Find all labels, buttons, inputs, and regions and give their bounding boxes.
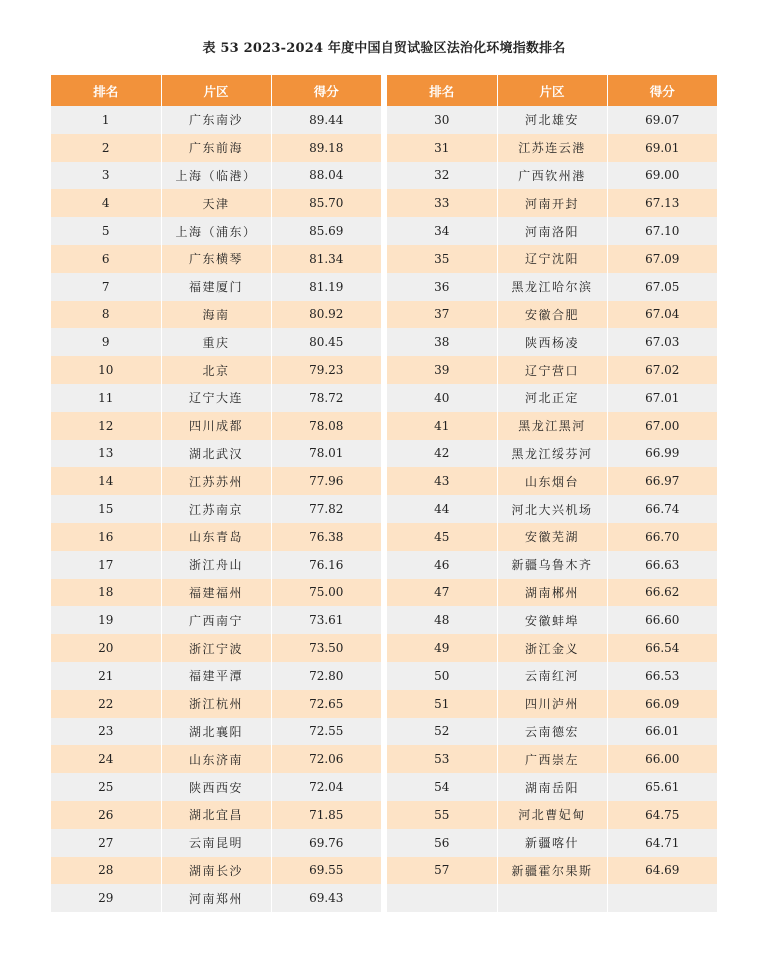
score-cell: 71.85 [271, 801, 381, 829]
score-cell: 85.69 [271, 217, 381, 245]
rank-cell: 34 [387, 217, 497, 245]
score-cell: 69.00 [607, 162, 717, 190]
table-row [387, 523, 717, 551]
table-row [387, 412, 717, 440]
table-row [51, 745, 381, 773]
zone-cell: 河南郑州 [161, 884, 271, 912]
score-cell: 67.04 [607, 301, 717, 329]
table-row [387, 829, 717, 857]
table-row [51, 690, 381, 718]
zone-cell: 河北曹妃甸 [497, 801, 607, 829]
rank-cell: 51 [387, 690, 497, 718]
table-row [51, 884, 381, 912]
table-row [387, 495, 717, 523]
zone-cell: 湖北武汉 [161, 440, 271, 468]
table-row [387, 634, 717, 662]
zone-cell: 河南开封 [497, 189, 607, 217]
zone-cell: 天津 [161, 189, 271, 217]
rank-cell: 26 [51, 801, 161, 829]
zone-cell: 湖北襄阳 [161, 718, 271, 746]
score-cell: 66.62 [607, 579, 717, 607]
table-row [387, 440, 717, 468]
rank-cell: 52 [387, 718, 497, 746]
rank-cell: 36 [387, 273, 497, 301]
table-row [51, 106, 381, 134]
rank-cell: 47 [387, 579, 497, 607]
score-cell: 69.76 [271, 829, 381, 857]
zone-cell: 新疆喀什 [497, 829, 607, 857]
header-score: 得分 [271, 75, 381, 106]
table-row [51, 579, 381, 607]
score-cell: 66.54 [607, 634, 717, 662]
score-cell: 67.09 [607, 245, 717, 273]
table-row [51, 829, 381, 857]
score-cell: 67.02 [607, 356, 717, 384]
table-row [387, 884, 717, 912]
table-row [51, 467, 381, 495]
score-cell: 69.01 [607, 134, 717, 162]
table-row [51, 245, 381, 273]
score-cell: 66.01 [607, 718, 717, 746]
zone-cell: 四川成都 [161, 412, 271, 440]
zone-cell: 河北正定 [497, 384, 607, 412]
rank-cell: 53 [387, 745, 497, 773]
score-cell: 67.00 [607, 412, 717, 440]
zone-cell: 福建福州 [161, 579, 271, 607]
zone-cell: 浙江金义 [497, 634, 607, 662]
header-row [51, 75, 381, 106]
zone-cell: 上海（临港） [161, 162, 271, 190]
table-row [51, 801, 381, 829]
score-cell: 80.92 [271, 301, 381, 329]
table-row [387, 857, 717, 885]
table-row [51, 273, 381, 301]
score-cell: 78.01 [271, 440, 381, 468]
rank-cell: 9 [51, 328, 161, 356]
score-cell: 64.75 [607, 801, 717, 829]
table-row [387, 551, 717, 579]
zone-cell: 山东青岛 [161, 523, 271, 551]
table-row [387, 745, 717, 773]
score-cell: 72.04 [271, 773, 381, 801]
score-cell: 67.01 [607, 384, 717, 412]
zone-cell: 黑龙江绥芬河 [497, 440, 607, 468]
rank-cell: 12 [51, 412, 161, 440]
table-row [51, 606, 381, 634]
rank-cell: 32 [387, 162, 497, 190]
zone-cell: 辽宁大连 [161, 384, 271, 412]
score-cell: 89.18 [271, 134, 381, 162]
zone-cell: 辽宁营口 [497, 356, 607, 384]
rank-cell: 31 [387, 134, 497, 162]
zone-cell: 上海（浦东） [161, 217, 271, 245]
table-row [387, 301, 717, 329]
score-cell: 66.09 [607, 690, 717, 718]
zone-cell: 安徽合肥 [497, 301, 607, 329]
rank-cell: 57 [387, 857, 497, 885]
table-row [51, 134, 381, 162]
rank-cell: 23 [51, 718, 161, 746]
table-row [387, 189, 717, 217]
zone-cell: 云南昆明 [161, 829, 271, 857]
rank-cell: 56 [387, 829, 497, 857]
zone-cell: 江苏连云港 [497, 134, 607, 162]
score-cell: 67.13 [607, 189, 717, 217]
table-row [51, 523, 381, 551]
table-row [387, 606, 717, 634]
zone-cell: 湖南郴州 [497, 579, 607, 607]
table-row [387, 773, 717, 801]
rank-cell: 3 [51, 162, 161, 190]
score-cell: 89.44 [271, 106, 381, 134]
score-cell: 66.60 [607, 606, 717, 634]
rank-cell: 11 [51, 384, 161, 412]
table-row [51, 328, 381, 356]
table-row [387, 718, 717, 746]
header-rank: 排名 [51, 75, 161, 106]
zone-cell: 黑龙江哈尔滨 [497, 273, 607, 301]
rank-cell: 30 [387, 106, 497, 134]
table-row [387, 106, 717, 134]
score-cell: 76.38 [271, 523, 381, 551]
zone-cell: 陕西杨凌 [497, 328, 607, 356]
score-cell: 66.99 [607, 440, 717, 468]
zone-cell [497, 884, 607, 912]
zone-cell: 广西钦州港 [497, 162, 607, 190]
score-cell: 73.50 [271, 634, 381, 662]
header-rank: 排名 [387, 75, 497, 106]
rank-cell: 29 [51, 884, 161, 912]
rank-cell: 39 [387, 356, 497, 384]
table-row [51, 384, 381, 412]
score-cell: 69.43 [271, 884, 381, 912]
rank-cell: 44 [387, 495, 497, 523]
rank-cell: 33 [387, 189, 497, 217]
zone-cell: 新疆霍尔果斯 [497, 857, 607, 885]
score-cell: 66.70 [607, 523, 717, 551]
rank-cell: 24 [51, 745, 161, 773]
header-zone: 片区 [161, 75, 271, 106]
table-row [51, 440, 381, 468]
rank-cell: 17 [51, 551, 161, 579]
rank-cell: 41 [387, 412, 497, 440]
score-cell: 67.03 [607, 328, 717, 356]
score-cell: 64.69 [607, 857, 717, 885]
zone-cell: 山东烟台 [497, 467, 607, 495]
score-cell: 69.55 [271, 857, 381, 885]
zone-cell: 广西南宁 [161, 606, 271, 634]
table-row [387, 467, 717, 495]
zone-cell: 安徽蚌埠 [497, 606, 607, 634]
rank-cell [387, 884, 497, 912]
rank-cell: 25 [51, 773, 161, 801]
table-row [51, 412, 381, 440]
table-row [387, 662, 717, 690]
zone-cell: 浙江杭州 [161, 690, 271, 718]
header-score: 得分 [607, 75, 717, 106]
rank-cell: 50 [387, 662, 497, 690]
zone-cell: 云南德宏 [497, 718, 607, 746]
zone-cell: 福建平潭 [161, 662, 271, 690]
table-row [387, 690, 717, 718]
zone-cell: 江苏南京 [161, 495, 271, 523]
rank-cell: 54 [387, 773, 497, 801]
zone-cell: 黑龙江黑河 [497, 412, 607, 440]
score-cell: 72.80 [271, 662, 381, 690]
score-cell: 65.61 [607, 773, 717, 801]
score-cell: 66.63 [607, 551, 717, 579]
rank-cell: 16 [51, 523, 161, 551]
rank-cell: 8 [51, 301, 161, 329]
table-row [387, 356, 717, 384]
score-cell: 85.70 [271, 189, 381, 217]
zone-cell: 云南红河 [497, 662, 607, 690]
zone-cell: 河北大兴机场 [497, 495, 607, 523]
rank-cell: 22 [51, 690, 161, 718]
zone-cell: 广东前海 [161, 134, 271, 162]
table-row [51, 356, 381, 384]
zone-cell: 山东济南 [161, 745, 271, 773]
rank-cell: 20 [51, 634, 161, 662]
zone-cell: 安徽芜湖 [497, 523, 607, 551]
ranking-table-left [51, 75, 381, 912]
rank-cell: 35 [387, 245, 497, 273]
table-row [387, 328, 717, 356]
table-row [387, 273, 717, 301]
rank-cell: 4 [51, 189, 161, 217]
score-cell: 64.71 [607, 829, 717, 857]
rank-cell: 28 [51, 857, 161, 885]
score-cell: 88.04 [271, 162, 381, 190]
table-row [387, 245, 717, 273]
rank-cell: 19 [51, 606, 161, 634]
score-cell: 72.55 [271, 718, 381, 746]
score-cell: 66.74 [607, 495, 717, 523]
zone-cell: 重庆 [161, 328, 271, 356]
rank-cell: 1 [51, 106, 161, 134]
rank-cell: 21 [51, 662, 161, 690]
table-row [387, 134, 717, 162]
zone-cell: 湖南长沙 [161, 857, 271, 885]
score-cell: 66.97 [607, 467, 717, 495]
table-row [51, 495, 381, 523]
table-row [51, 301, 381, 329]
zone-cell: 新疆乌鲁木齐 [497, 551, 607, 579]
score-cell: 72.06 [271, 745, 381, 773]
table-row [51, 718, 381, 746]
rank-cell: 6 [51, 245, 161, 273]
score-cell: 66.53 [607, 662, 717, 690]
rank-cell: 49 [387, 634, 497, 662]
rank-cell: 45 [387, 523, 497, 551]
zone-cell: 广西崇左 [497, 745, 607, 773]
table-row [51, 189, 381, 217]
header-zone: 片区 [497, 75, 607, 106]
score-cell: 81.19 [271, 273, 381, 301]
rank-cell: 37 [387, 301, 497, 329]
score-cell: 69.07 [607, 106, 717, 134]
zone-cell: 广东横琴 [161, 245, 271, 273]
rank-cell: 46 [387, 551, 497, 579]
score-cell: 75.00 [271, 579, 381, 607]
table-title: 表 53 2023-2024 年度中国自贸试验区法治化环境指数排名 [202, 41, 566, 56]
rank-cell: 14 [51, 467, 161, 495]
rank-cell: 15 [51, 495, 161, 523]
zone-cell: 四川泸州 [497, 690, 607, 718]
rank-cell: 13 [51, 440, 161, 468]
score-cell: 79.23 [271, 356, 381, 384]
table-row [387, 579, 717, 607]
table-row [51, 773, 381, 801]
score-cell: 76.16 [271, 551, 381, 579]
table-row [51, 857, 381, 885]
header-row [387, 75, 717, 106]
rank-cell: 7 [51, 273, 161, 301]
table-row [51, 217, 381, 245]
score-cell: 80.45 [271, 328, 381, 356]
score-cell: 81.34 [271, 245, 381, 273]
zone-cell: 福建厦门 [161, 273, 271, 301]
score-cell: 67.10 [607, 217, 717, 245]
score-cell: 73.61 [271, 606, 381, 634]
table-row [387, 217, 717, 245]
zone-cell: 湖南岳阳 [497, 773, 607, 801]
rank-cell: 38 [387, 328, 497, 356]
zone-cell: 辽宁沈阳 [497, 245, 607, 273]
score-cell: 78.72 [271, 384, 381, 412]
rank-cell: 2 [51, 134, 161, 162]
score-cell: 77.96 [271, 467, 381, 495]
rank-cell: 10 [51, 356, 161, 384]
zone-cell: 江苏苏州 [161, 467, 271, 495]
ranking-table-right [387, 75, 717, 912]
zone-cell: 浙江舟山 [161, 551, 271, 579]
rank-cell: 5 [51, 217, 161, 245]
score-cell: 78.08 [271, 412, 381, 440]
score-cell [607, 884, 717, 912]
zone-cell: 广东南沙 [161, 106, 271, 134]
table-row [51, 162, 381, 190]
table-row [387, 801, 717, 829]
rank-cell: 42 [387, 440, 497, 468]
table-row [51, 634, 381, 662]
rank-cell: 43 [387, 467, 497, 495]
score-cell: 67.05 [607, 273, 717, 301]
zone-cell: 河北雄安 [497, 106, 607, 134]
table-row [387, 162, 717, 190]
zone-cell: 陕西西安 [161, 773, 271, 801]
zone-cell: 河南洛阳 [497, 217, 607, 245]
table-row [51, 551, 381, 579]
zone-cell: 湖北宜昌 [161, 801, 271, 829]
zone-cell: 北京 [161, 356, 271, 384]
rank-cell: 48 [387, 606, 497, 634]
table-row [387, 384, 717, 412]
rank-cell: 40 [387, 384, 497, 412]
score-cell: 66.00 [607, 745, 717, 773]
rank-cell: 27 [51, 829, 161, 857]
score-cell: 77.82 [271, 495, 381, 523]
score-cell: 72.65 [271, 690, 381, 718]
zone-cell: 浙江宁波 [161, 634, 271, 662]
rank-cell: 55 [387, 801, 497, 829]
zone-cell: 海南 [161, 301, 271, 329]
rank-cell: 18 [51, 579, 161, 607]
table-row [51, 662, 381, 690]
